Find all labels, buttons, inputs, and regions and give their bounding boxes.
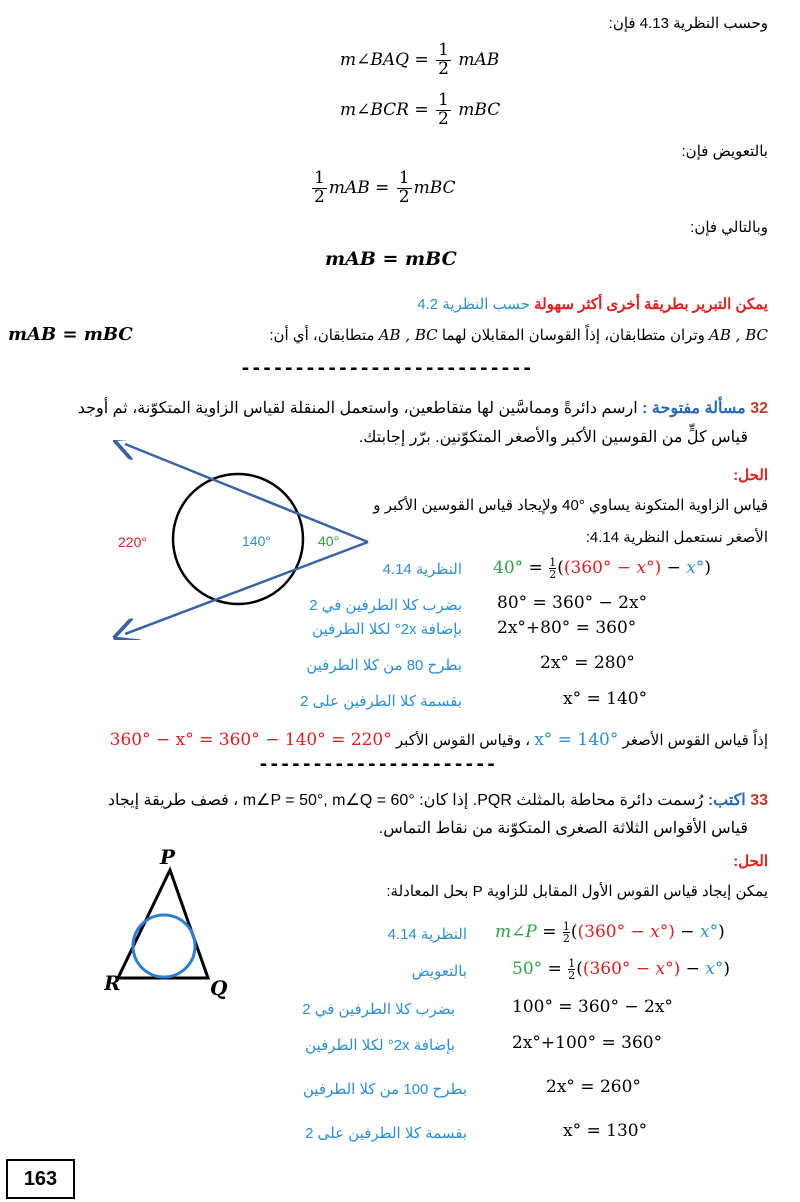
vertex-p-label: P bbox=[160, 848, 176, 869]
chords-line: mAB = mBC AB , BC وتران متطابقان، إذاً القوسان المقابلان لهما AB , BC متطابقان، أي أن: bbox=[8, 324, 768, 345]
alt-method-line: يمكن التبرير بطريقة أخرى أكثر سهولة حسب النظرية 4.2 bbox=[417, 296, 768, 313]
q32-step4-eq: 2x° = 280° bbox=[540, 653, 635, 673]
q33-step4-eq: 2x°+100° = 360° bbox=[512, 1033, 663, 1053]
q33-step5-label: بطرح 100 من كلا الطرفين bbox=[302, 1081, 467, 1098]
q32-solution-text2: الأصغر نستعمل النظرية 4.14: bbox=[585, 529, 768, 546]
vertex-q-label: Q bbox=[210, 976, 228, 1000]
q32-step5-label: بقسمة كلا الطرفين على 2 bbox=[300, 693, 462, 710]
q33-step6-label: بقسمة كلا الطرفين على 2 bbox=[305, 1125, 467, 1142]
intro-text: وحسب النظرية 4.13 فإن: bbox=[608, 15, 768, 32]
equation-bCR: m∠BCR = $\frac{1}{2}$ mBC bbox=[340, 90, 501, 129]
q33-solution-label: الحل: bbox=[733, 853, 768, 870]
q32-step3-eq: 2x°+80° = 360° bbox=[497, 618, 637, 638]
tangent-top bbox=[125, 444, 368, 542]
q33-step3-label: بضرب كلا الطرفين في 2 bbox=[302, 1001, 455, 1018]
angle-label: 40° bbox=[318, 533, 340, 549]
q33-step2-eq: 50° = $\frac{1}{2}$ ((360° − x°) − x°) bbox=[512, 957, 731, 982]
q33-step4-label: بإضافة 2x° لكلا الطرفين bbox=[305, 1037, 455, 1054]
q32-step5-eq: x° = 140° bbox=[563, 689, 648, 709]
minor-arc-label: 140° bbox=[242, 533, 271, 549]
page-number: 163 bbox=[6, 1159, 75, 1199]
q32-solution-label: الحل: bbox=[733, 467, 768, 484]
q32-line2: قياس كلٍّ من القوسين الأكبر والأصغر المتكوّنين. برّر إجابتك. bbox=[358, 429, 748, 446]
equation-arcs-half: $\frac{1}{2}$ mAB = $\frac{1}{2}$ mBC bbox=[314, 168, 456, 207]
q33-step1-eq: m∠P = $\frac{1}{2}$ ((360° − x°) − x°) bbox=[495, 920, 725, 945]
equation-arcs-equal: mAB = mBC bbox=[325, 248, 457, 270]
therefore-text: وبالتالي فإن: bbox=[690, 219, 768, 236]
triangle-incircle-figure bbox=[104, 848, 234, 1000]
q33-step1-label: النظرية 4.14 bbox=[387, 926, 467, 943]
q32-step1-eq: 40° = $\frac{1}{2}$ ((360° − x°) − x°) bbox=[493, 556, 712, 581]
equation-bAQ: m∠BAQ = $\frac{1}{2}$ mAB bbox=[340, 40, 500, 79]
q33-solution-text: يمكن إيجاد قياس القوس الأول المقابل للزاوية P بحل المعادلة: bbox=[386, 883, 768, 900]
q32-step1-label: النظرية 4.14 bbox=[382, 561, 462, 578]
q33-line1: 33 اكتب: رُسمت دائرة محاطة بالمثلث PQR. إذا كان: m∠P = 50°, m∠Q = 60° ، فصف طريقة إيجاد bbox=[107, 792, 768, 809]
triangle bbox=[118, 870, 208, 978]
q33-line2: قياس الأقواس الثلاثة الصغرى المتكوّنة من نقاط التماس. bbox=[378, 820, 748, 837]
by-substitution-text: بالتعويض فإن: bbox=[681, 143, 768, 160]
circle bbox=[173, 474, 303, 604]
q32-step2-eq: 80° = 360° − 2x° bbox=[497, 593, 648, 613]
major-arc-label: 220° bbox=[118, 534, 147, 550]
q32-step2-label: بضرب كلا الطرفين في 2 bbox=[309, 597, 462, 614]
q33-step5-eq: 2x° = 260° bbox=[546, 1077, 641, 1097]
divider-2: ---------------------- bbox=[258, 754, 497, 775]
divider-1: --------------------------- bbox=[240, 358, 533, 379]
q32-conclusion: إذاً قياس القوس الأصغر x° = 140° ، وقياس القوس الأكبر 360° − x° = 360° − 140° = 220° bbox=[109, 730, 768, 750]
q33-step2-label: بالتعويض bbox=[411, 963, 467, 980]
q33-step3-eq: 100° = 360° − 2x° bbox=[512, 997, 673, 1017]
q32-step3-label: بإضافة 2x° لكلا الطرفين bbox=[312, 621, 462, 638]
vertex-r-label: R bbox=[104, 971, 121, 995]
q32-solution-text1: قياس الزاوية المتكونة يساوي °40 ولإيجاد قياس القوسين الأكبر و bbox=[373, 497, 768, 514]
q32-line1: 32 مسألة مفتوحة : ارسم دائرةً ومماسَّين لها متقاطعين، واستعمل المنقلة لقياس الزاوية المتكوّنة، ثم أوجد bbox=[77, 400, 768, 417]
incircle bbox=[133, 915, 195, 977]
q32-step4-label: بطرح 80 من كلا الطرفين bbox=[306, 657, 462, 674]
q33-step6-eq: x° = 130° bbox=[563, 1121, 648, 1141]
chords-equation: mAB = mBC bbox=[8, 324, 133, 345]
